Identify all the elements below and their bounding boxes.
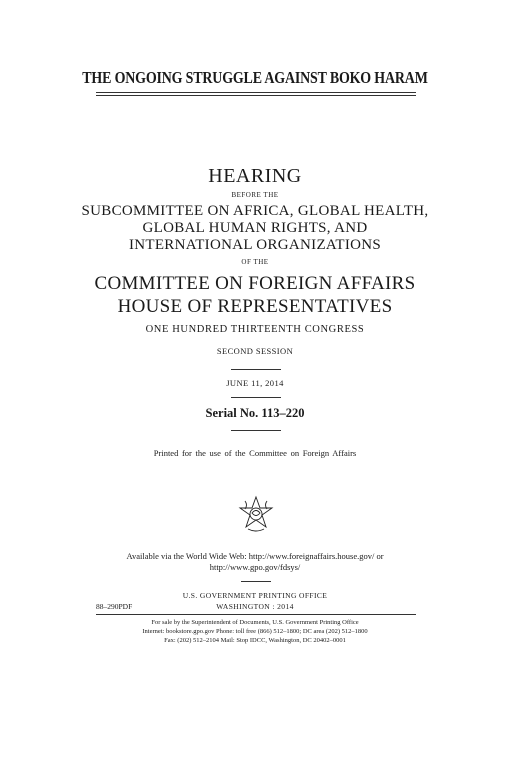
sale-line-1: For sale by the Superintendent of Documents, U.S. Government Printing Office	[151, 619, 359, 626]
subcommittee-line-1: SUBCOMMITTEE ON AFRICA, GLOBAL HEALTH,	[81, 203, 429, 219]
congress-label: ONE HUNDRED THIRTEENTH CONGRESS	[145, 324, 365, 335]
title-rule-bottom	[96, 95, 416, 96]
availability-line-1: Available via the World Wide Web: http://www.foreignaffairs.house.gov/ or	[126, 551, 384, 561]
hearing-heading: HEARING	[208, 165, 302, 187]
sale-line-2: Internet: bookstore.gpo.gov Phone: toll free (866) 512–1800; DC area (202) 512–1800	[142, 628, 368, 635]
document-title: THE ONGOING STRUGGLE AGAINST BOKO HARAM	[82, 68, 428, 87]
before-the-label: BEFORE THE	[231, 191, 279, 199]
footer-rule	[96, 614, 416, 615]
city-year: WASHINGTON : 2014	[216, 602, 294, 611]
sale-line-3: Fax: (202) 512–2104 Mail: Stop IDCC, Washington, DC 20402–0001	[164, 637, 346, 644]
gpo-seal-icon	[236, 495, 276, 535]
availability-line-2: http://www.gpo.gov/fdsys/	[209, 562, 301, 572]
title-rule-top	[96, 92, 416, 93]
separator-rule-2	[231, 397, 281, 398]
gpo-office: U.S. GOVERNMENT PRINTING OFFICE	[182, 591, 328, 600]
of-the-label: OF THE	[241, 258, 269, 266]
serial-number: Serial No. 113–220	[205, 406, 305, 420]
separator-rule-4	[241, 581, 271, 582]
subcommittee-line-2: GLOBAL HUMAN RIGHTS, AND	[142, 220, 368, 236]
separator-rule-1	[231, 369, 281, 370]
pdf-number: 88–290PDF	[96, 602, 133, 611]
hearing-date: JUNE 11, 2014	[226, 378, 284, 388]
committee-line-1: COMMITTEE ON FOREIGN AFFAIRS	[94, 273, 416, 294]
committee-line-2: HOUSE OF REPRESENTATIVES	[117, 296, 393, 317]
session-label: SECOND SESSION	[216, 346, 294, 356]
printed-for-note: Printed for the use of the Committee on Foreign Affairs	[153, 448, 357, 458]
separator-rule-3	[231, 430, 281, 431]
subcommittee-line-3: INTERNATIONAL ORGANIZATIONS	[128, 237, 382, 253]
